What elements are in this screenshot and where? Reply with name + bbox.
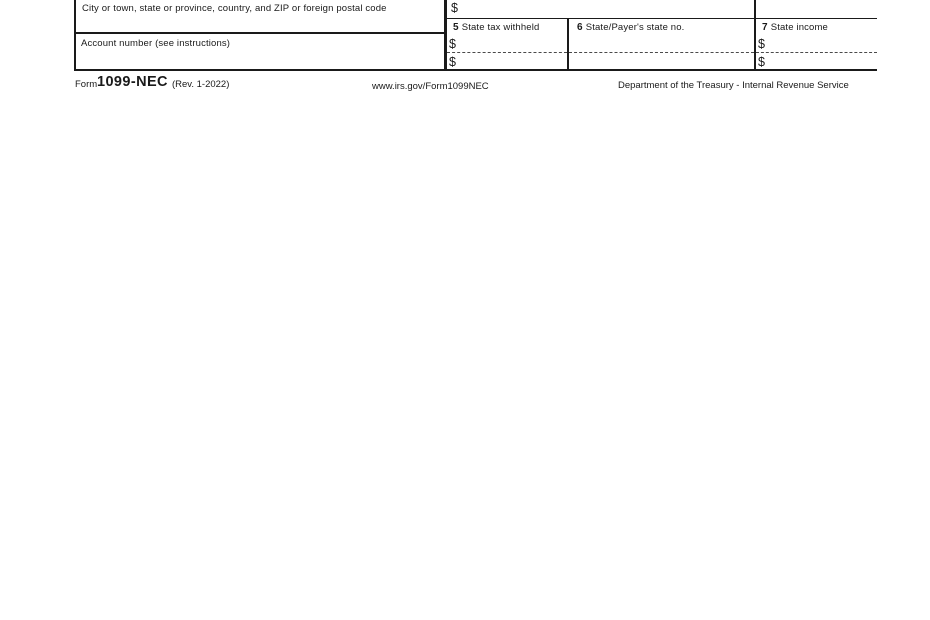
city-or-town-label: City or town, state or province, country, and ZIP or foreign postal code: [82, 3, 387, 14]
left-box-left-border: [74, 0, 76, 71]
box5-dashed-line: [447, 52, 567, 53]
box7-dollar-row2: $: [758, 55, 765, 69]
box4-dollar-sign: $: [451, 1, 458, 15]
box6-label-text: State/Payer's state no.: [585, 22, 685, 33]
box7-number: 7: [762, 22, 768, 33]
form-bottom-border: [74, 69, 877, 71]
box5-box6-divider: [567, 18, 569, 71]
footer-form-word: Form: [75, 79, 98, 90]
footer-treasury-department-label: Department of the Treasury - Internal Revenue Service: [618, 80, 849, 91]
box6-number: 6: [577, 22, 583, 33]
box5-dollar-row1: $: [449, 37, 456, 51]
box7-label: [762, 22, 828, 33]
box5-label-text: State tax withheld: [461, 22, 540, 33]
box6-label: [577, 22, 684, 33]
box6-dashed-line: [569, 52, 754, 53]
left-right-section-divider: [444, 0, 447, 71]
box7-dollar-row1: $: [758, 37, 765, 51]
footer-irs-url: www.irs.gov/Form1099NEC: [372, 81, 489, 92]
box7-label-text: State income: [770, 22, 828, 33]
footer-form-number: 1099-NEC: [97, 74, 168, 90]
footer-revision: (Rev. 1-2022): [172, 79, 230, 90]
box4-bottom-border: [444, 18, 877, 20]
city-account-row-divider: [74, 32, 446, 34]
box5-label: [453, 22, 539, 33]
box7-dashed-line: [756, 52, 877, 53]
account-number-label: Account number (see instructions): [81, 38, 231, 49]
box5-dollar-row2: $: [449, 55, 456, 69]
box5-number: 5: [453, 22, 459, 33]
box6-box7-divider: [754, 0, 756, 71]
